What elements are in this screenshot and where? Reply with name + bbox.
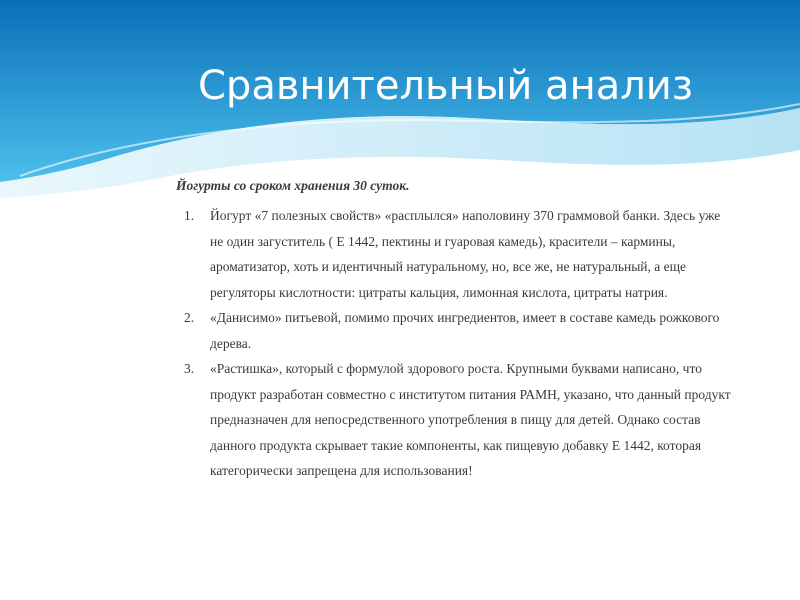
list-item [176,356,736,484]
list-item-number: 2. [184,310,195,325]
list-item-number: 1. [184,208,195,223]
list-item [176,203,736,305]
list-item-number: 3. [184,361,195,376]
document-heading: Йогурты со сроком хранения 30 суток. [176,178,410,193]
document-list [176,203,736,484]
list-item-text: Йогурт «7 полезных свойств» «расплылся» наполовину 370 граммовой банки. Здесь уже не один загуститель ( Е 1442, пектины и гуаровая камедь), красители – кармины, ароматизатор, хоть и идентичный натуральному, но, все же, не натуральный, а еще регуляторы кислотности: цитраты кальция, лимонная кислота, цитраты натрия. [210,208,721,300]
list-item-text: «Растишка», который с формулой здорового роста. Крупными буквами написано, что продукт разработан совместно с институтом питания РАМН, указано, что данный продукт предназначен для непосредственного употребления в пищу для детей. Однако состав данного продукта скрывает такие компоненты, как пищевую добавку Е 1442, которая категорически запрещена для использования! [210,361,731,478]
list-item [176,305,736,356]
list-item-text: «Данисимо» питьевой, помимо прочих ингредиентов, имеет в составе камедь рожкового дерева. [210,310,720,351]
document-image [176,177,736,484]
slide-title: Сравнительный анализ [198,63,694,109]
